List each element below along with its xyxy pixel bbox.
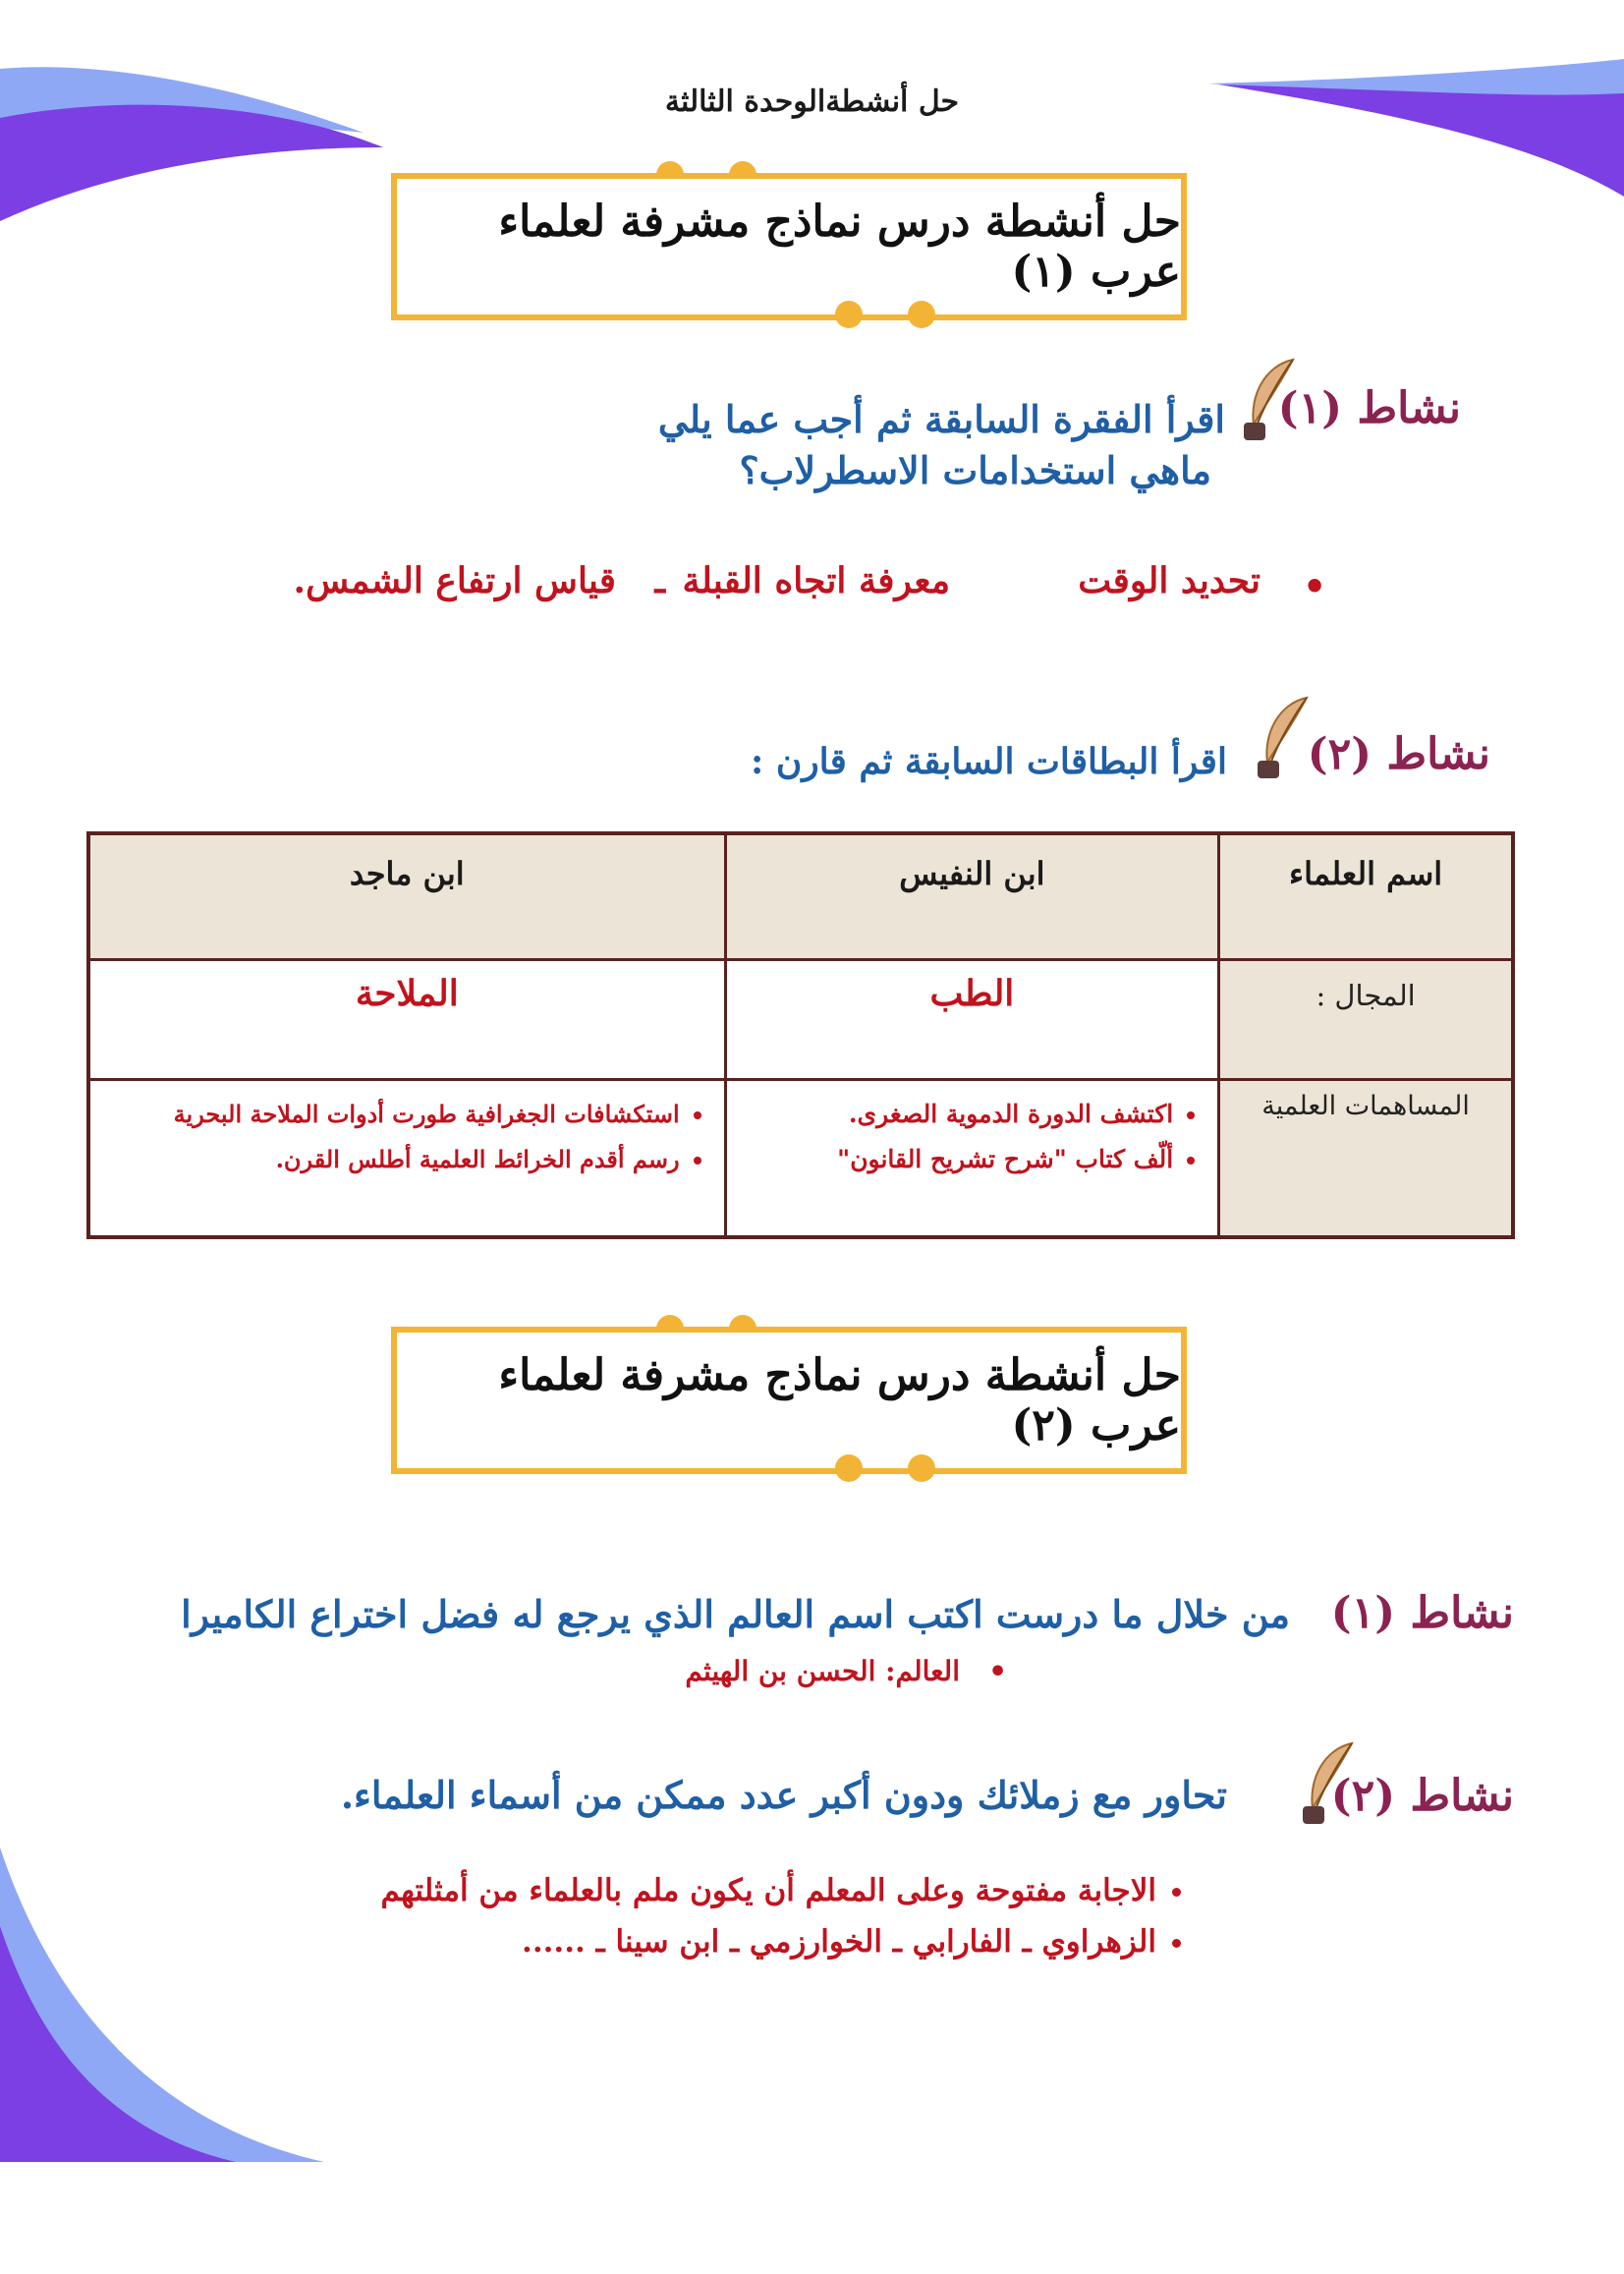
lesson-title: حل أنشطة درس نماذج مشرفة لعلماء عرب (١) bbox=[498, 197, 1181, 297]
list-item: • اكتشف الدورة الدموية الصغرى. bbox=[728, 1092, 1174, 1137]
list-item: • الاجابة مفتوحة وعلى المعلم أن يكون ملم بالعلماء من أمثلتهم bbox=[351, 1865, 1156, 1916]
table-header-cell: ابن النفيس bbox=[725, 833, 1219, 960]
table-row bbox=[88, 960, 1513, 1080]
activity-label: نشاط (١) bbox=[1277, 383, 1461, 433]
row-label: المجال : bbox=[1219, 960, 1513, 1080]
quill-icon bbox=[1295, 1739, 1358, 1828]
answer-text: العالم: الحسن بن الهيثم bbox=[685, 1655, 960, 1687]
contribution-list bbox=[91, 1092, 723, 1182]
table-cell bbox=[725, 1080, 1219, 1238]
gold-dot bbox=[908, 1454, 935, 1482]
table-cell bbox=[88, 1080, 725, 1238]
answer-bullets bbox=[351, 1865, 1196, 1967]
answer-bullet: • bbox=[988, 1655, 1008, 1689]
lesson-title: حل أنشطة درس نماذج مشرفة لعلماء عرب (٢) bbox=[498, 1350, 1181, 1450]
gold-dot bbox=[835, 1454, 863, 1482]
list-item: • استكشافات الجغرافية طورت أدوات الملاحة البحرية bbox=[91, 1092, 680, 1137]
activity-question: ماهي استخدامات الاسطرلاب؟ bbox=[739, 448, 1211, 492]
answer-separator: ـ bbox=[654, 560, 665, 601]
table-header-row bbox=[88, 833, 1513, 960]
table-header-cell: ابن ماجد bbox=[88, 833, 725, 960]
activity-question: من خلال ما درست اكتب اسم العالم الذي يرجع له فضل اختراع الكاميرا bbox=[181, 1592, 1290, 1636]
answer-item: تحديد الوقت bbox=[1078, 560, 1260, 601]
answer-bullet: • bbox=[1303, 564, 1327, 608]
answer-list bbox=[351, 1865, 1196, 1967]
activity-label: نشاط (٢) bbox=[1307, 729, 1490, 779]
page-title: حل أنشطةالوحدة الثالثة bbox=[664, 85, 960, 119]
contribution-list bbox=[728, 1092, 1217, 1182]
quill-icon bbox=[1250, 694, 1313, 782]
comparison-table bbox=[86, 831, 1515, 1239]
row-label: المساهمات العلمية bbox=[1219, 1080, 1513, 1238]
answer-item: قياس ارتفاع الشمس. bbox=[293, 560, 616, 601]
quill-icon bbox=[1236, 356, 1299, 444]
list-item: • رسم أقدم الخرائط العلمية أطلس القرن. bbox=[91, 1137, 680, 1182]
activity-label: نشاط (١) bbox=[1330, 1588, 1514, 1638]
gold-dot bbox=[835, 301, 863, 328]
lesson-title-box bbox=[391, 173, 1187, 320]
table-header-cell: اسم العلماء bbox=[1219, 833, 1513, 960]
activity-instruction: اقرأ الفقرة السابقة ثم أجب عما يلي bbox=[657, 397, 1225, 441]
list-item: • الزهراوي ـ الفارابي ـ الخوارزمي ـ ابن سينا ـ ...... bbox=[351, 1916, 1156, 1967]
table-cell: الملاحة bbox=[88, 960, 725, 1080]
table-cell: الطب bbox=[725, 960, 1219, 1080]
answer-item: معرفة اتجاه القبلة bbox=[682, 560, 950, 601]
activity-instruction: اقرأ البطاقات السابقة ثم قارن : bbox=[751, 741, 1227, 782]
lesson-title-box bbox=[391, 1327, 1187, 1474]
gold-dot bbox=[908, 301, 935, 328]
list-item: • ألّف كتاب "شرح تشريح القانون" bbox=[728, 1137, 1174, 1182]
table-row bbox=[88, 1080, 1513, 1238]
activity-label: نشاط (٢) bbox=[1330, 1771, 1514, 1821]
activity-instruction: تحاور مع زملائك ودون أكبر عدد ممكن من أسماء العلماء. bbox=[340, 1773, 1227, 1817]
